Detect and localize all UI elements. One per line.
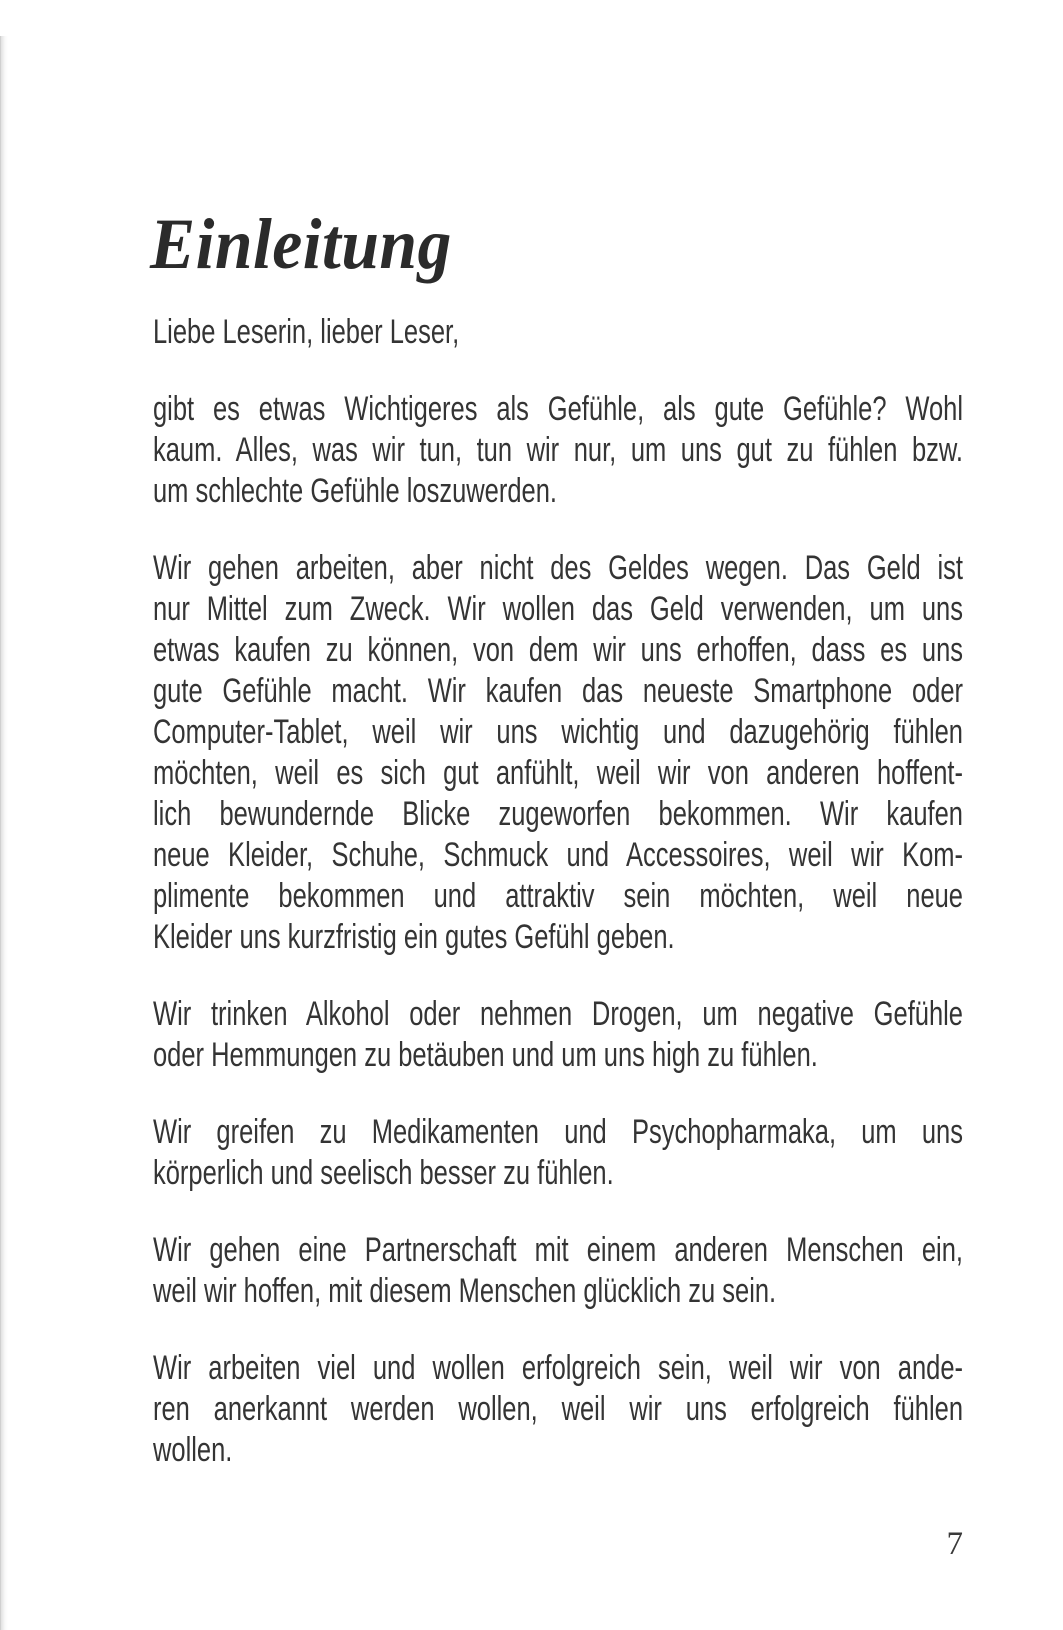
text-line: kaum. Alles, was wir tun, tun wir nur, um uns gut zu fühlen bzw.	[153, 431, 963, 469]
text-line: Liebe Leserin, lieber Leser,	[153, 313, 460, 351]
text-line: möchten, weil es sich gut anfühlt, weil wir von anderen hoffent-	[153, 754, 963, 792]
text-line: lich bewundernde Blicke zugeworfen bekommen. Wir kaufen	[153, 795, 963, 833]
chapter-title: Einleitung	[150, 204, 452, 285]
page-number: 7	[946, 1526, 963, 1562]
text-line: Wir gehen eine Partnerschaft mit einem anderen Menschen ein,	[153, 1231, 963, 1269]
text-line: Wir gehen arbeiten, aber nicht des Geldes wegen. Das Geld ist	[153, 549, 963, 587]
text-line: um schlechte Gefühle loszuwerden.	[153, 472, 557, 510]
text-line: neue Kleider, Schuhe, Schmuck und Accessoires, weil wir Kom-	[153, 836, 963, 874]
paragraph	[153, 1112, 963, 1194]
paragraph	[153, 1348, 963, 1471]
text-line: oder Hemmungen zu betäuben und um uns high zu fühlen.	[153, 1036, 818, 1074]
text-line: weil wir hoffen, mit diesem Menschen glücklich zu sein.	[153, 1272, 777, 1310]
text-line: Wir arbeiten viel und wollen erfolgreich sein, weil wir von ande-	[153, 1349, 963, 1387]
text-line: ren anerkannt werden wollen, weil wir uns erfolgreich fühlen	[153, 1390, 963, 1428]
text-line: gute Gefühle macht. Wir kaufen das neueste Smartphone oder	[153, 672, 963, 710]
body-text	[153, 312, 963, 1471]
text-line: etwas kaufen zu können, von dem wir uns erhoffen, dass es uns	[153, 631, 963, 669]
text-line: Wir trinken Alkohol oder nehmen Drogen, um negative Gefühle	[153, 995, 963, 1033]
paragraph	[153, 389, 963, 512]
text-line: nur Mittel zum Zweck. Wir wollen das Geld verwenden, um uns	[153, 590, 963, 628]
paragraph	[153, 312, 963, 353]
paragraph	[153, 1230, 963, 1312]
text-line: Computer-Tablet, weil wir uns wichtig und dazugehörig fühlen	[153, 713, 963, 751]
page-edge-shadow	[0, 36, 8, 1630]
text-line: plimente bekommen und attraktiv sein möchten, weil neue	[153, 877, 963, 915]
text-line: wollen.	[153, 1431, 233, 1469]
text-line: gibt es etwas Wichtigeres als Gefühle, als gute Gefühle? Wohl	[153, 390, 963, 428]
text-line: körperlich und seelisch besser zu fühlen.	[153, 1154, 614, 1192]
paragraph	[153, 994, 963, 1076]
text-line: Wir greifen zu Medikamenten und Psychopharmaka, um uns	[153, 1113, 963, 1151]
text-line: Kleider uns kurzfristig ein gutes Gefühl geben.	[153, 918, 675, 956]
paragraph	[153, 548, 963, 958]
